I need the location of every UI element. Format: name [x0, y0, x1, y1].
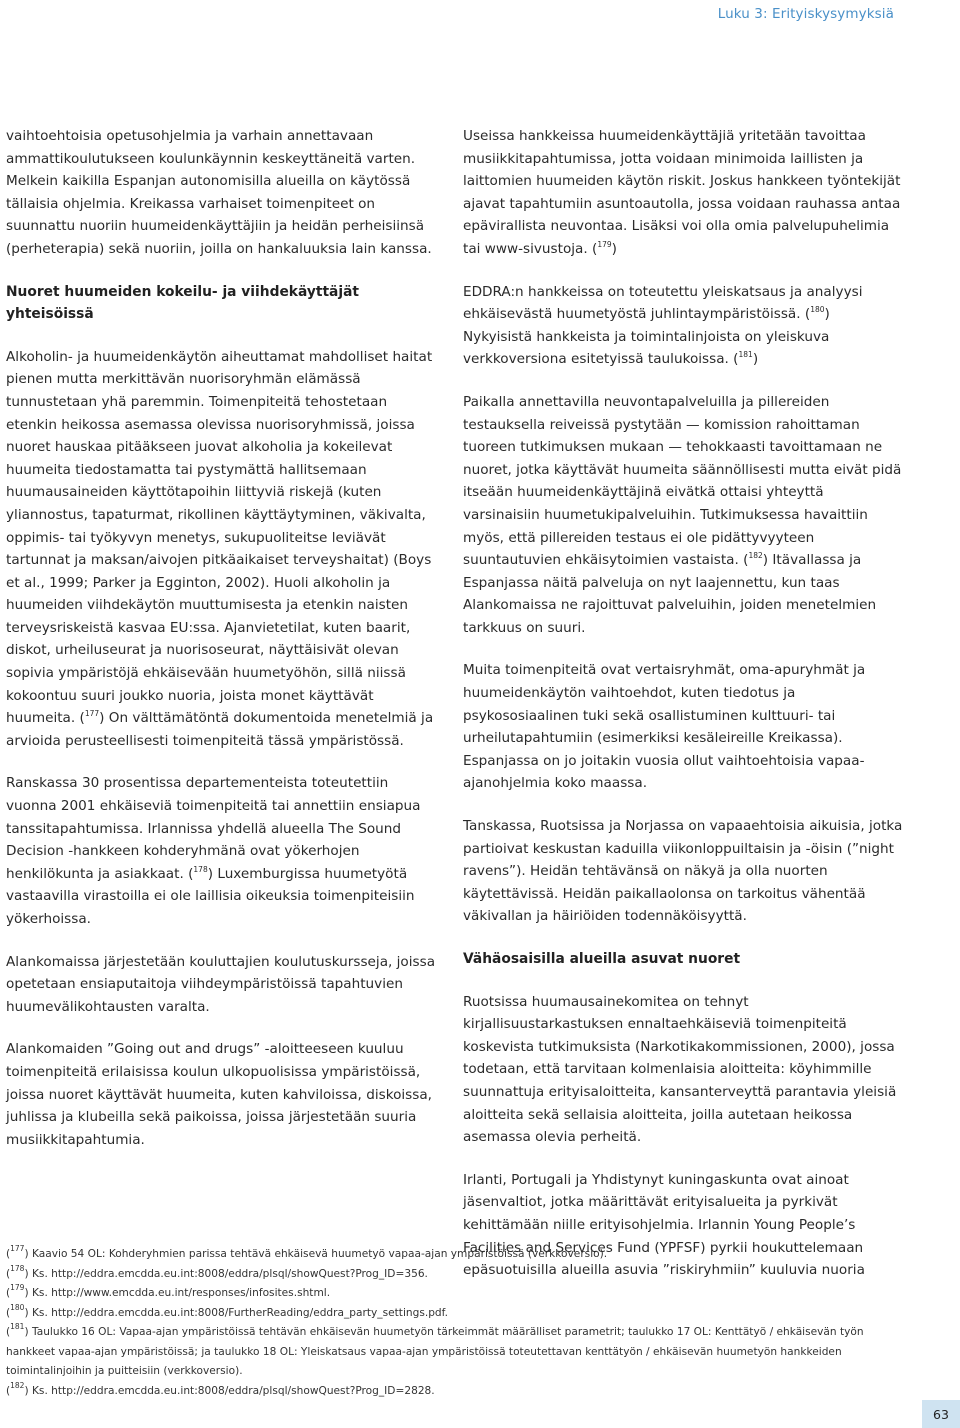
footnote: ($^{179}$) Ks. http://www.emcdda.eu.int/responses/infosites.shtml.: [6, 1283, 331, 1299]
footnote-ref[interactable]: 180: [810, 305, 825, 315]
paragraph: Muita toimenpiteitä ovat vertaisryhmät, oma-apuryhmät ja huumeidenkäytön vaihtoehdot, kuten tiedotus ja psykososiaalinen tuki sekä osallistuminen kulttuuri- tai urheilutapahtumiin (esimerkiksi kesäleireille Kreikassa). Espanjassa on jo joitakin vuosia ollut vaihtoehtoisia vapaa-ajanohjelmia koko maassa.: [463, 662, 866, 792]
footnotes: [6, 1245, 906, 1401]
footnote: ($^{182}$) Ks. http://eddra.emcdda.eu.int:8008/eddra/plsql/showQuest?Prog_ID=2828.: [6, 1380, 435, 1397]
paragraph: Tanskassa, Ruotsissa ja Norjassa on vapaaehtoisia aikuisia, jotka partioivat keskustan kaduilla viikonloppuiltaisin ja -öisin (”night ravens”). Heidän tehtävänsä on näkyä ja olla nuorten käytettävissä. Heidän paikallaolonsa on tarkoitus vähentää väkivallan ja häiriöiden todennäköisyyttä.: [463, 818, 903, 925]
section-heading: Vähäosaisilla alueilla asuvat nuoret: [463, 951, 741, 967]
paragraph: EDDRA:n hankkeissa on toteutettu yleiskatsaus ja analyysi ehkäisevästä huumetyöstä juhlintaympäristöissä. ($^{180}$) Nykyisistä hankkeista ja toimintalinjoista on yleiskuva verkkoversiona esitetyissä taulukoissa. ($^{181}$): [463, 283, 863, 368]
paragraph: Irlanti, Portugali ja Yhdistynyt kuningaskunta ovat ainoat jäsenvaltiot, jotka määrittävät erityisalueita ja pyrkivät kehittämään niille erityisohjelmia. Irlannin Young People’s Facilities and Services Fund (YPFSF) pyrkii houkuttelemaan epäsuotuisilla alueilla asuvia ”riskiryhmiin” kuuluvia nuoria: [463, 1171, 865, 1279]
paragraph: Alankomaiden ”Going out and drugs” -aloitteeseen kuuluu toimenpiteitä erilaisissa koulun ulkopuolisissa ympäristöissä, joissa nuoret käyttävät huumeita, kuten kahviloissa, diskoissa, juhlissa ja klubeilla sekä paikoissa, joissa järjestetään suuria musiikkitapahtumia.: [6, 1041, 432, 1148]
footnote-ref[interactable]: 177: [84, 709, 100, 719]
paragraph: Alkoholin- ja huumeidenkäytön aiheuttamat mahdolliset haitat pienen mutta merkittävän nuorisoryhmän elämässä tunnustetaan yhä paremmin. Toimenpiteitä tehostetaan etenkin heikossa asemassa olevissa nuorisoryhmissä, joissa nuoret hauskaa pitääkseen juovat alkoholia ja kokeilevat huumeita tiedostamatta tai pystymättä hallitsemaan huumausaineiden käyttötapoihin liittyviä riskejä (kuten yliannostus, tapaturmat, rikollinen käyttäytyminen, väkivalta, oppimis- tai työkyvyn menetys, sukupuoliteitse leviävät tartunnat ja maksan/aivojen pitkäaikaiset terveyshaitat) (Boys et al., 1999; Parker ja Egginton, 2002). Huoli alkoholin ja huumeiden viihdekäytön muuttumisesta ja etenkin naisten terveysriskeistä kasvaa EU:ssa. Ajanvietetilat, kuten baarit, diskot, urheiluseurat ja nuorisoseurat, näyttäisivät olevan sopivia ympäristöjä ehkäisevään huumetyöhön, sillä niissä kokoontuu suuri joukko nuoria, joista monet käyttävät huumeita. ($^{177}$) On välttämätöntä dokumentoida menetelmiä ja arvioida perusteellisesti toimenpiteitä tässä ympäristössä.: [6, 348, 434, 749]
footnote-ref[interactable]: 179: [597, 239, 612, 249]
footnote-ref[interactable]: 178: [193, 864, 208, 874]
left-column: [6, 125, 436, 1171]
footnote-ref[interactable]: 181: [738, 350, 753, 360]
right-column: [463, 125, 903, 1302]
paragraph: Ranskassa 30 prosentissa departementeista toteutettiin vuonna 2001 ehkäiseviä toimenpiteitä tai annettiin ensiapua tanssitapahtumissa. Irlannissa yhdellä alueella The Sound Decision -hankkeen kohderyhmänä ovat yökerhojen henkilökunta ja asiakkaat. ($^{178}$) Luxemburgissa huumetyötä vastaavilla virastoilla ei ole laillisia oikeuksia toimenpiteisiin yökerhoissa.: [6, 775, 421, 927]
running-head: Luku 3: Erityiskysymyksiä: [717, 6, 894, 22]
paragraph: Paikalla annettavilla neuvontapalveluilla ja pillereiden testauksella reiveissä pystytään — komission rahoittaman tuoreen tutkimuksen mukaan — tehokkaasti tavoittamaan ne nuoret, jotka käyttävät huumeita säännöllisesti mutta eivät pidä itseään huumeidenkäyttäjinä eivätkä ottaisi yhteyttä varsinaisiin huumetukipalveluihin. Tutkimuksessa havaittiin myös, että pillereiden testaus ei ole pidättyvyyteen suuntautuvien ehkäisytoimien vastaista. ($^{182}$) Itävallassa ja Espanjassa näitä palveluja on nyt laajennettu, kun taas Alankomaissa ne rajoittuvat palveluihin, joiden menetelmien tarkkuus on suuri.: [463, 393, 902, 636]
footnote-ref[interactable]: 182: [748, 551, 763, 561]
paragraph: Useissa hankkeissa huumeidenkäyttäjiä yritetään tavoittaa musiikkitapahtumissa, jotta voidaan minimoida laillisten ja laittomien huumeiden käytön riskit. Joskus hankkeen työntekijät ajavat tapahtumiin asuntoautolla, jossa voidaan rauhassa antaa epävirallista neuvontaa. Lisäksi voi olla omia palvelupuhelimia tai www-sivustoja. ($^{179}$): [463, 128, 901, 257]
footnote: ($^{180}$) Ks. http://eddra.emcdda.eu.int:8008/FurtherReading/eddra_party_settings.pdf.: [6, 1302, 448, 1319]
paragraph: Ruotsissa huumausainekomitea on tehnyt kirjallisuustarkastuksen ennaltaehkäiseviä toimenpiteitä koskevista tutkimuksista (Narkotikakommissionen, 2000), jossa todetaan, että tarvitaan kolmenlaisia aloitteita: köyhimmille suunnattuja erityisaloitteita, kansanterveyttä parantavia yleisiä aloitteita sekä sellaisia aloitteita, joilla autetaan heikossa asemassa olevia perheitä.: [463, 993, 897, 1146]
paragraph: vaihtoehtoisia opetusohjelmia ja varhain annettavaan ammattikoulutukseen koulunkäynnin keskeyttäneitä varten. Melkein kaikilla Espanjan autonomisilla alueilla on käytössä tällaisia ohjelmia. Kreikassa varhaiset toimenpiteet on suunnattu nuoriin huumeidenkäyttäjiin ja heidän perheisiinsä (perheterapia) sekä nuoriin, joilla on hankaluuksia lain kanssa.: [6, 128, 432, 257]
paragraph: Alankomaissa järjestetään kouluttajien koulutuskursseja, joissa opetetaan ensiaputaitoja viihdeympäristöissä tapahtuvien huumevälikohtausten varalta.: [6, 953, 436, 1015]
footnote: ($^{181}$) Taulukko 16 OL: Vapaa-ajan ympäristöissä tehtävän ehkäisevän huumetyön tärkeimmät määrälliset parametrit; taulukko 17 OL: Kenttätyö / ehkäisevän työn hankkeet vapaa-ajan ympäristöissä; ja taulukko 18 OL: Yleiskatsaus vapaa-ajan ympäristöissä toteutettavan kenttätyön / ehkäisevän huumetyön hankkeiden toimintalinjoihin ja puitteisiin (verkkoversio).: [6, 1322, 864, 1377]
footnote: ($^{177}$) Kaavio 54 OL: Kohderyhmien parissa tehtävä ehkäisevä huumetyö vapaa-ajan ympäristöissä (verkkoversio).: [6, 1244, 608, 1260]
section-heading: Nuoret huumeiden kokeilu- ja viihdekäyttäjät yhteisöissä: [6, 283, 359, 323]
page-number: 63: [922, 1400, 960, 1428]
footnote: ($^{178}$) Ks. http://eddra.emcdda.eu.int:8008/eddra/plsql/showQuest?Prog_ID=356.: [6, 1263, 428, 1280]
